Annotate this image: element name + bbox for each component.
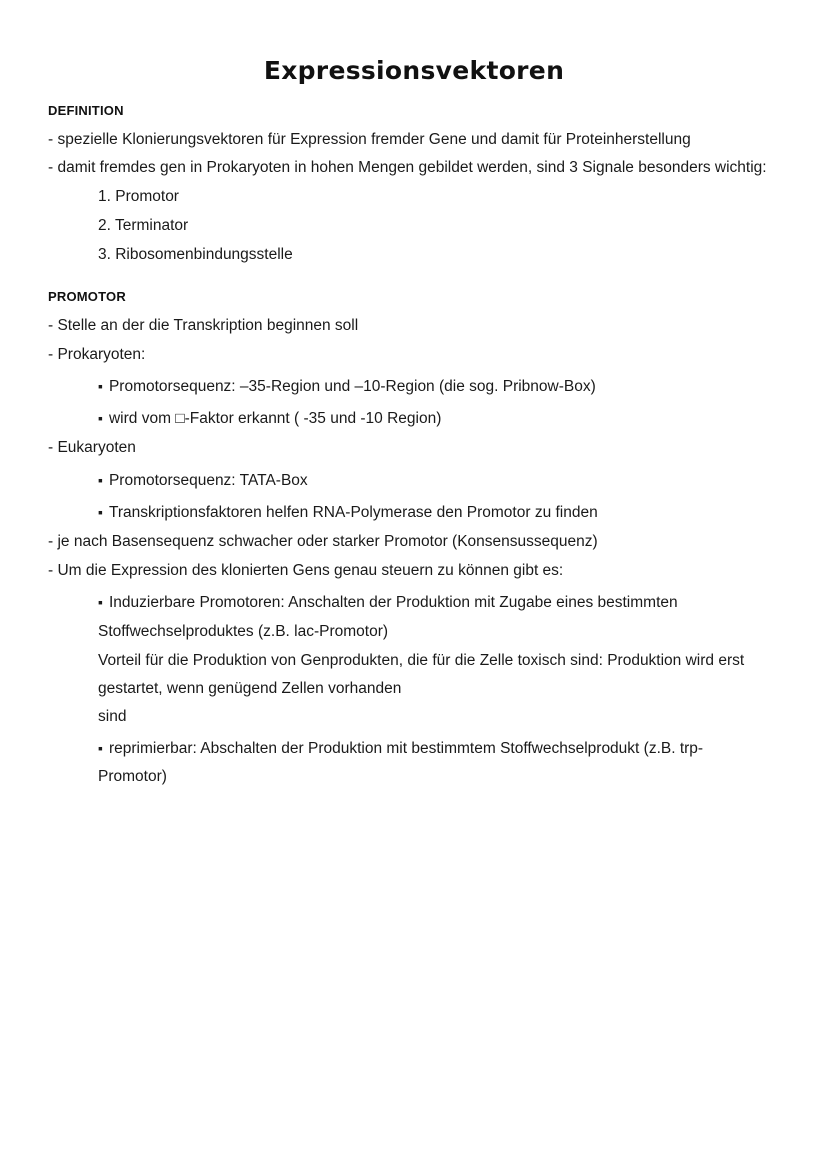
eukaryoten-item-2: ▪ Transkriptionsfaktoren helfen RNA-Polymerase den Promotor zu finden: [98, 502, 598, 523]
induzierbar-line-2: Stoffwechselproduktes (z.B. lac-Promotor): [98, 623, 389, 640]
promotor-heading: PROMOTOR: [48, 289, 126, 304]
prokaryoten-item-1: ▪ Promotorsequenz: –35-Region und –10-Region (die sog. Pribnow-Box): [98, 376, 596, 397]
vorteil-line-2: gestartet, wenn genügend Zellen vorhanden: [98, 680, 402, 697]
list-item-promotor: 1. Promotor: [98, 188, 179, 205]
vorteil-line-3: sind: [98, 708, 127, 725]
prokaryoten-label: - Prokaryoten:: [48, 346, 146, 363]
page-title: Expressionsvektoren: [263, 56, 565, 85]
promotor-stelle: - Stelle an der die Transkription beginnen soll: [48, 317, 359, 334]
list-item-ribosomenbindungsstelle: 3. Ribosomenbindungsstelle: [98, 246, 293, 263]
induzierbar-line-1: ▪ Induzierbare Promotoren: Anschalten der Produktion mit Zugabe eines bestimmten: [98, 592, 678, 613]
reprimierbar-line-2: Promotor): [98, 768, 167, 785]
basensequenz-line: - je nach Basensequenz schwacher oder starker Promotor (Konsensussequenz): [48, 533, 598, 550]
definition-line-1: - spezielle Klonierungsvektoren für Expression fremder Gene und damit für Proteinherstellung: [48, 131, 691, 148]
list-item-terminator: 2. Terminator: [98, 217, 189, 234]
vorteil-line-1: Vorteil für die Produktion von Genprodukten, die für die Zelle toxisch sind: Produktion wird erst: [98, 652, 745, 669]
eukaryoten-item-1: ▪ Promotorsequenz: TATA-Box: [98, 470, 308, 491]
definition-heading: DEFINITION: [48, 103, 124, 118]
definition-line-2: - damit fremdes gen in Prokaryoten in hohen Mengen gebildet werden, sind 3 Signale besonders wichtig:: [48, 159, 767, 176]
eukaryoten-label: - Eukaryoten: [48, 439, 136, 456]
reprimierbar-line-1: ▪ reprimierbar: Abschalten der Produktion mit bestimmtem Stoffwechselprodukt (z.B. trp-: [98, 738, 703, 759]
prokaryoten-item-2: ▪ wird vom □-Faktor erkannt ( -35 und -10 Region): [98, 408, 441, 429]
steuerung-line: - Um die Expression des klonierten Gens genau steuern zu können gibt es:: [48, 562, 564, 579]
